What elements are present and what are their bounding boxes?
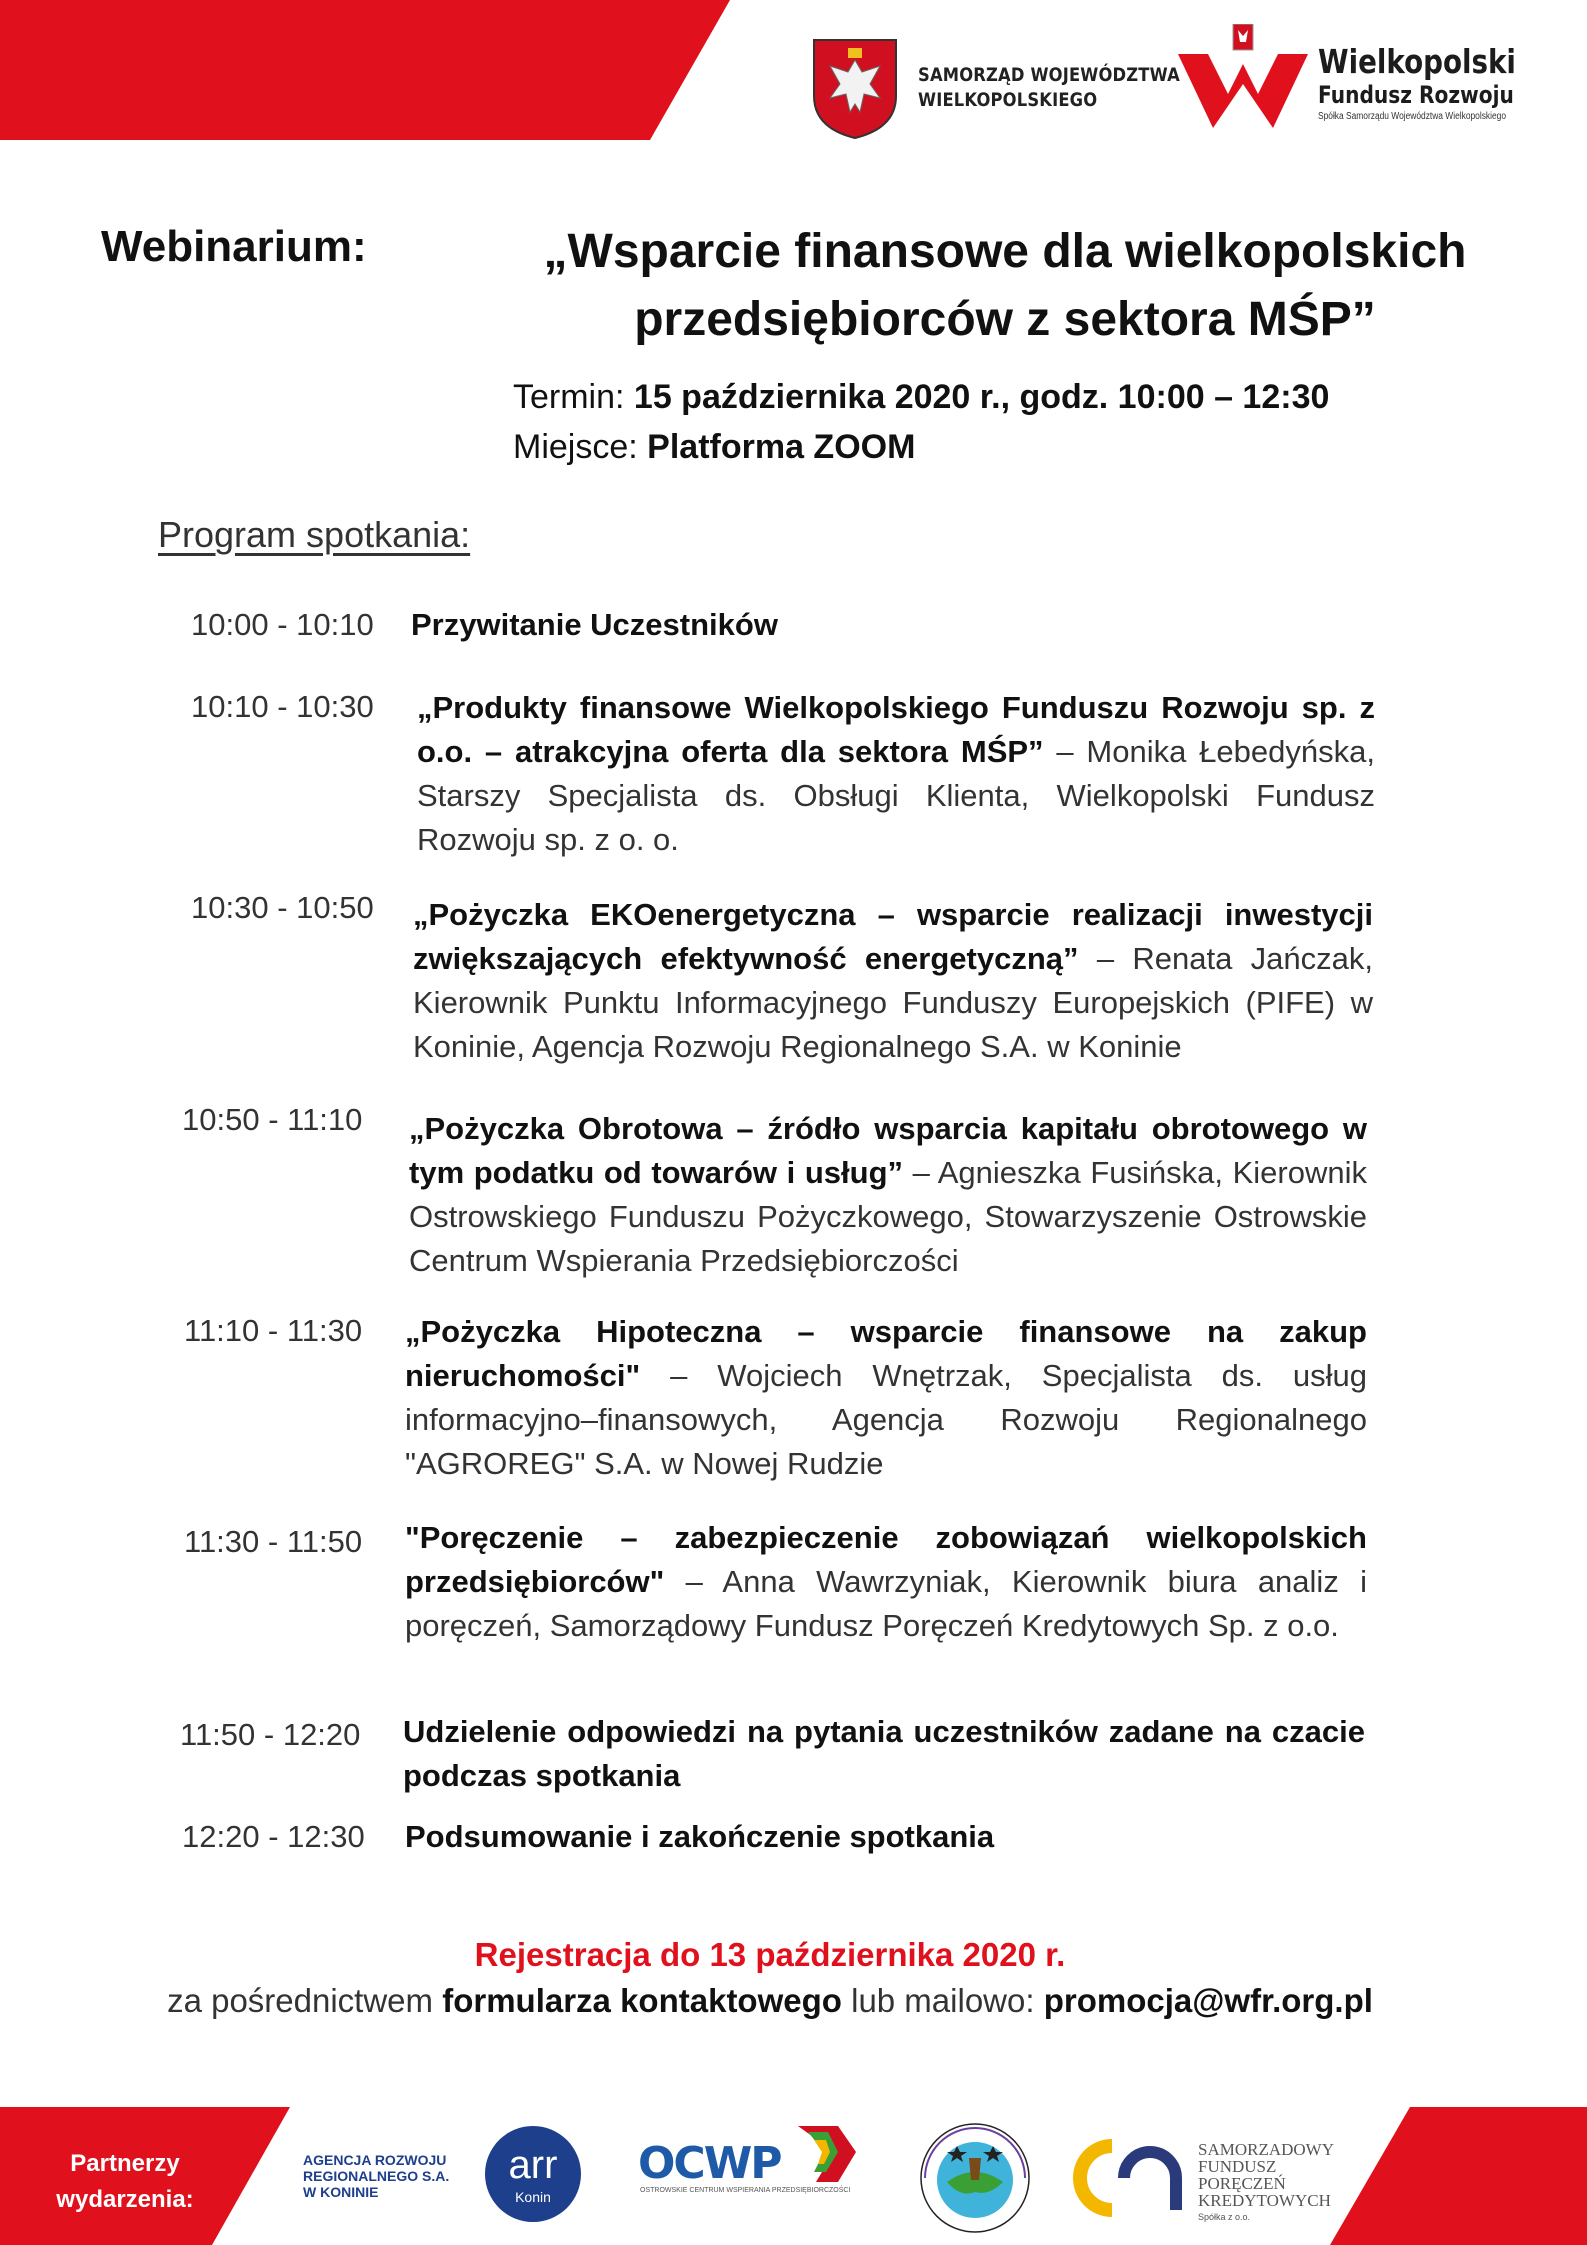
- agenda-title: Przywitanie Uczestników: [411, 607, 778, 642]
- agenda-title: Podsumowanie i zakończenie spotkania: [405, 1819, 995, 1854]
- webinar-label: Webinarium:: [101, 222, 367, 271]
- agenda-desc: – Monika Łebedyńska, Starszy Specjalista ds. Obsługi Klienta, Wielkopolski Fundusz Rozwoju sp. z o. o.: [417, 734, 1375, 857]
- agenda-title: Udzielenie odpowiedzi na pytania uczestników zadane na czacie podczas spotkania: [403, 1714, 1365, 1793]
- ocwp-logo-text: OCWP: [638, 2138, 781, 2186]
- page-title-line1: „Wsparcie finansowe dla wielkopolskich: [543, 225, 1467, 278]
- page-title: [470, 218, 1540, 354]
- agenda-item: [405, 1815, 1367, 1859]
- agenda-item: [413, 893, 1373, 1069]
- agenda-item: [405, 1310, 1367, 1486]
- agenda-item: [403, 1710, 1365, 1798]
- agenda-time: 11:50 - 12:20: [180, 1717, 361, 1752]
- arr-logo-text: [303, 2152, 449, 2200]
- place-label: Miejsce:: [513, 428, 638, 466]
- sfpk-line3: PORĘCZEŃ: [1198, 2174, 1286, 2193]
- agenda-time: 10:50 - 11:10: [182, 1102, 363, 1137]
- wfr-logo-line3: Spółka Samorządu Województwa Wielkopolskiego: [1318, 111, 1507, 122]
- agenda-desc: – Wojciech Wnętrzak, Specjalista ds. usług informacyjno–finansowych, Agencja Rozwoju Regionalnego "AGROREG" S.A. w Nowej Rudzie: [405, 1358, 1367, 1481]
- agenda-title: „Pożyczka EKOenergetyczna – wsparcie realizacji inwestycji zwiększających efektywność energetyczną”: [413, 897, 1373, 976]
- agenda-title: „Pożyczka Obrotowa – źródło wsparcia kapitału obrotowego w tym podatku od towarów i usług”: [409, 1111, 1367, 1190]
- agenda-item: [405, 1516, 1367, 1648]
- contact-form-link[interactable]: formularza kontaktowego: [442, 1982, 842, 2019]
- ocwp-subtitle: OSTROWSKIE CENTRUM WSPIERANIA PRZEDSIĘBIORCZOŚCI: [640, 2187, 851, 2194]
- date-value: 15 października 2020 r., godz. 10:00 – 12:30: [633, 378, 1330, 416]
- wfr-logo-line1: Wielkopolski: [1318, 42, 1516, 81]
- agenda-time: 11:10 - 11:30: [184, 1313, 363, 1348]
- agenda-time: 10:10 - 10:30: [191, 689, 374, 724]
- registration-deadline: Rejestracja do 13 października 2020 r.: [474, 1936, 1066, 1973]
- page-title-line2: przedsiębiorców z sektora MŚP”: [634, 293, 1376, 346]
- agenda-title: „Produkty finansowe Wielkopolskiego Funduszu Rozwoju sp. z o.o. – atrakcyjna oferta dla sektora MŚP”: [417, 690, 1375, 769]
- event-place: [513, 422, 1329, 472]
- date-label: Termin:: [513, 378, 625, 416]
- agenda-desc: – Agnieszka Fusińska, Kierownik Ostrowskiego Funduszu Pożyczkowego, Stowarzyszenie Ostrowskie Centrum Wspierania Przedsiębiorczości: [409, 1155, 1367, 1278]
- via-middle: lub mailowo:: [841, 1982, 1044, 2019]
- agenda-time: 10:00 - 10:10: [191, 607, 374, 642]
- arr-line2: REGIONALNEGO S.A.: [303, 2168, 450, 2184]
- agenda-item: [411, 603, 1376, 647]
- place-value: Platforma ZOOM: [647, 428, 916, 466]
- arr-line1: AGENCJA ROZWOJU: [303, 2152, 447, 2168]
- event-date: [513, 372, 1329, 422]
- partners-label-line1: Partnerzy: [70, 2150, 180, 2177]
- sfpk-small: Spółka z o.o.: [1198, 2212, 1251, 2222]
- agenda-desc: – Renata Jańczak, Kierownik Punktu Informacyjnego Funduszy Europejskich (PIFE) w Koninie, Agencja Rozwoju Regionalnego S.A. w Koninie: [413, 941, 1373, 1064]
- event-meta: [513, 372, 1329, 472]
- sww-logo: [810, 36, 1223, 140]
- arr-badge-sub: Konin: [515, 2189, 551, 2205]
- agenda-desc: – Anna Wawrzyniak, Kierownik biura analiz i poręczeń, Samorządowy Fundusz Poręczeń Kredytowych Sp. z o.o.: [405, 1564, 1367, 1643]
- email-link[interactable]: promocja@wfr.org.pl: [1043, 1982, 1373, 2019]
- agenda-title: „Pożyczka Hipoteczna – wsparcie finansowe na zakup nieruchomości": [405, 1314, 1367, 1393]
- sfpk-logo-icon: [1072, 2138, 1192, 2218]
- via-prefix: za pośrednictwem: [167, 1982, 443, 2019]
- agenda-time: 11:30 - 11:50: [184, 1524, 363, 1559]
- agenda-item: [409, 1107, 1367, 1283]
- sww-logo-line2: WIELKOPOLSKIEGO: [918, 89, 1098, 111]
- agenda-time: 12:20 - 12:30: [182, 1819, 365, 1854]
- registration-via: [0, 1982, 1540, 2020]
- arr-line3: W KONINIE: [303, 2184, 379, 2200]
- partners-label-line2: wydarzenia:: [56, 2186, 194, 2213]
- eagle-crest-icon: [810, 36, 900, 140]
- wfr-w-icon: [1178, 24, 1308, 128]
- ocwp-logo: [638, 2122, 856, 2186]
- wfr-logo-line2: Fundusz Rozwoju: [1318, 81, 1514, 109]
- agenda-item: [417, 686, 1375, 862]
- agroreg-globe-icon: [917, 2118, 1033, 2238]
- program-heading: Program spotkania:: [158, 514, 471, 555]
- sfpk-line4: KREDYTOWYCH: [1198, 2191, 1331, 2210]
- footer-red-shape-right: [1330, 2107, 1587, 2245]
- sfpk-line2: FUNDUSZ: [1198, 2157, 1277, 2176]
- partners-label: [40, 2146, 210, 2218]
- arr-badge-main: arr: [508, 2143, 558, 2187]
- sww-logo-line1: SAMORZĄD WOJEWÓDZTWA: [918, 64, 1180, 86]
- arr-badge-icon: [483, 2124, 583, 2224]
- sfpk-line1: SAMORZADOWY: [1198, 2140, 1334, 2159]
- header-red-shape: [0, 0, 730, 140]
- sfpk-logo-text: [1198, 2141, 1334, 2226]
- agenda-time: 10:30 - 10:50: [191, 890, 374, 925]
- agenda-title: "Poręczenie – zabezpieczenie zobowiązań wielkopolskich przedsiębiorców": [405, 1520, 1367, 1599]
- wfr-logo: [1178, 24, 1554, 128]
